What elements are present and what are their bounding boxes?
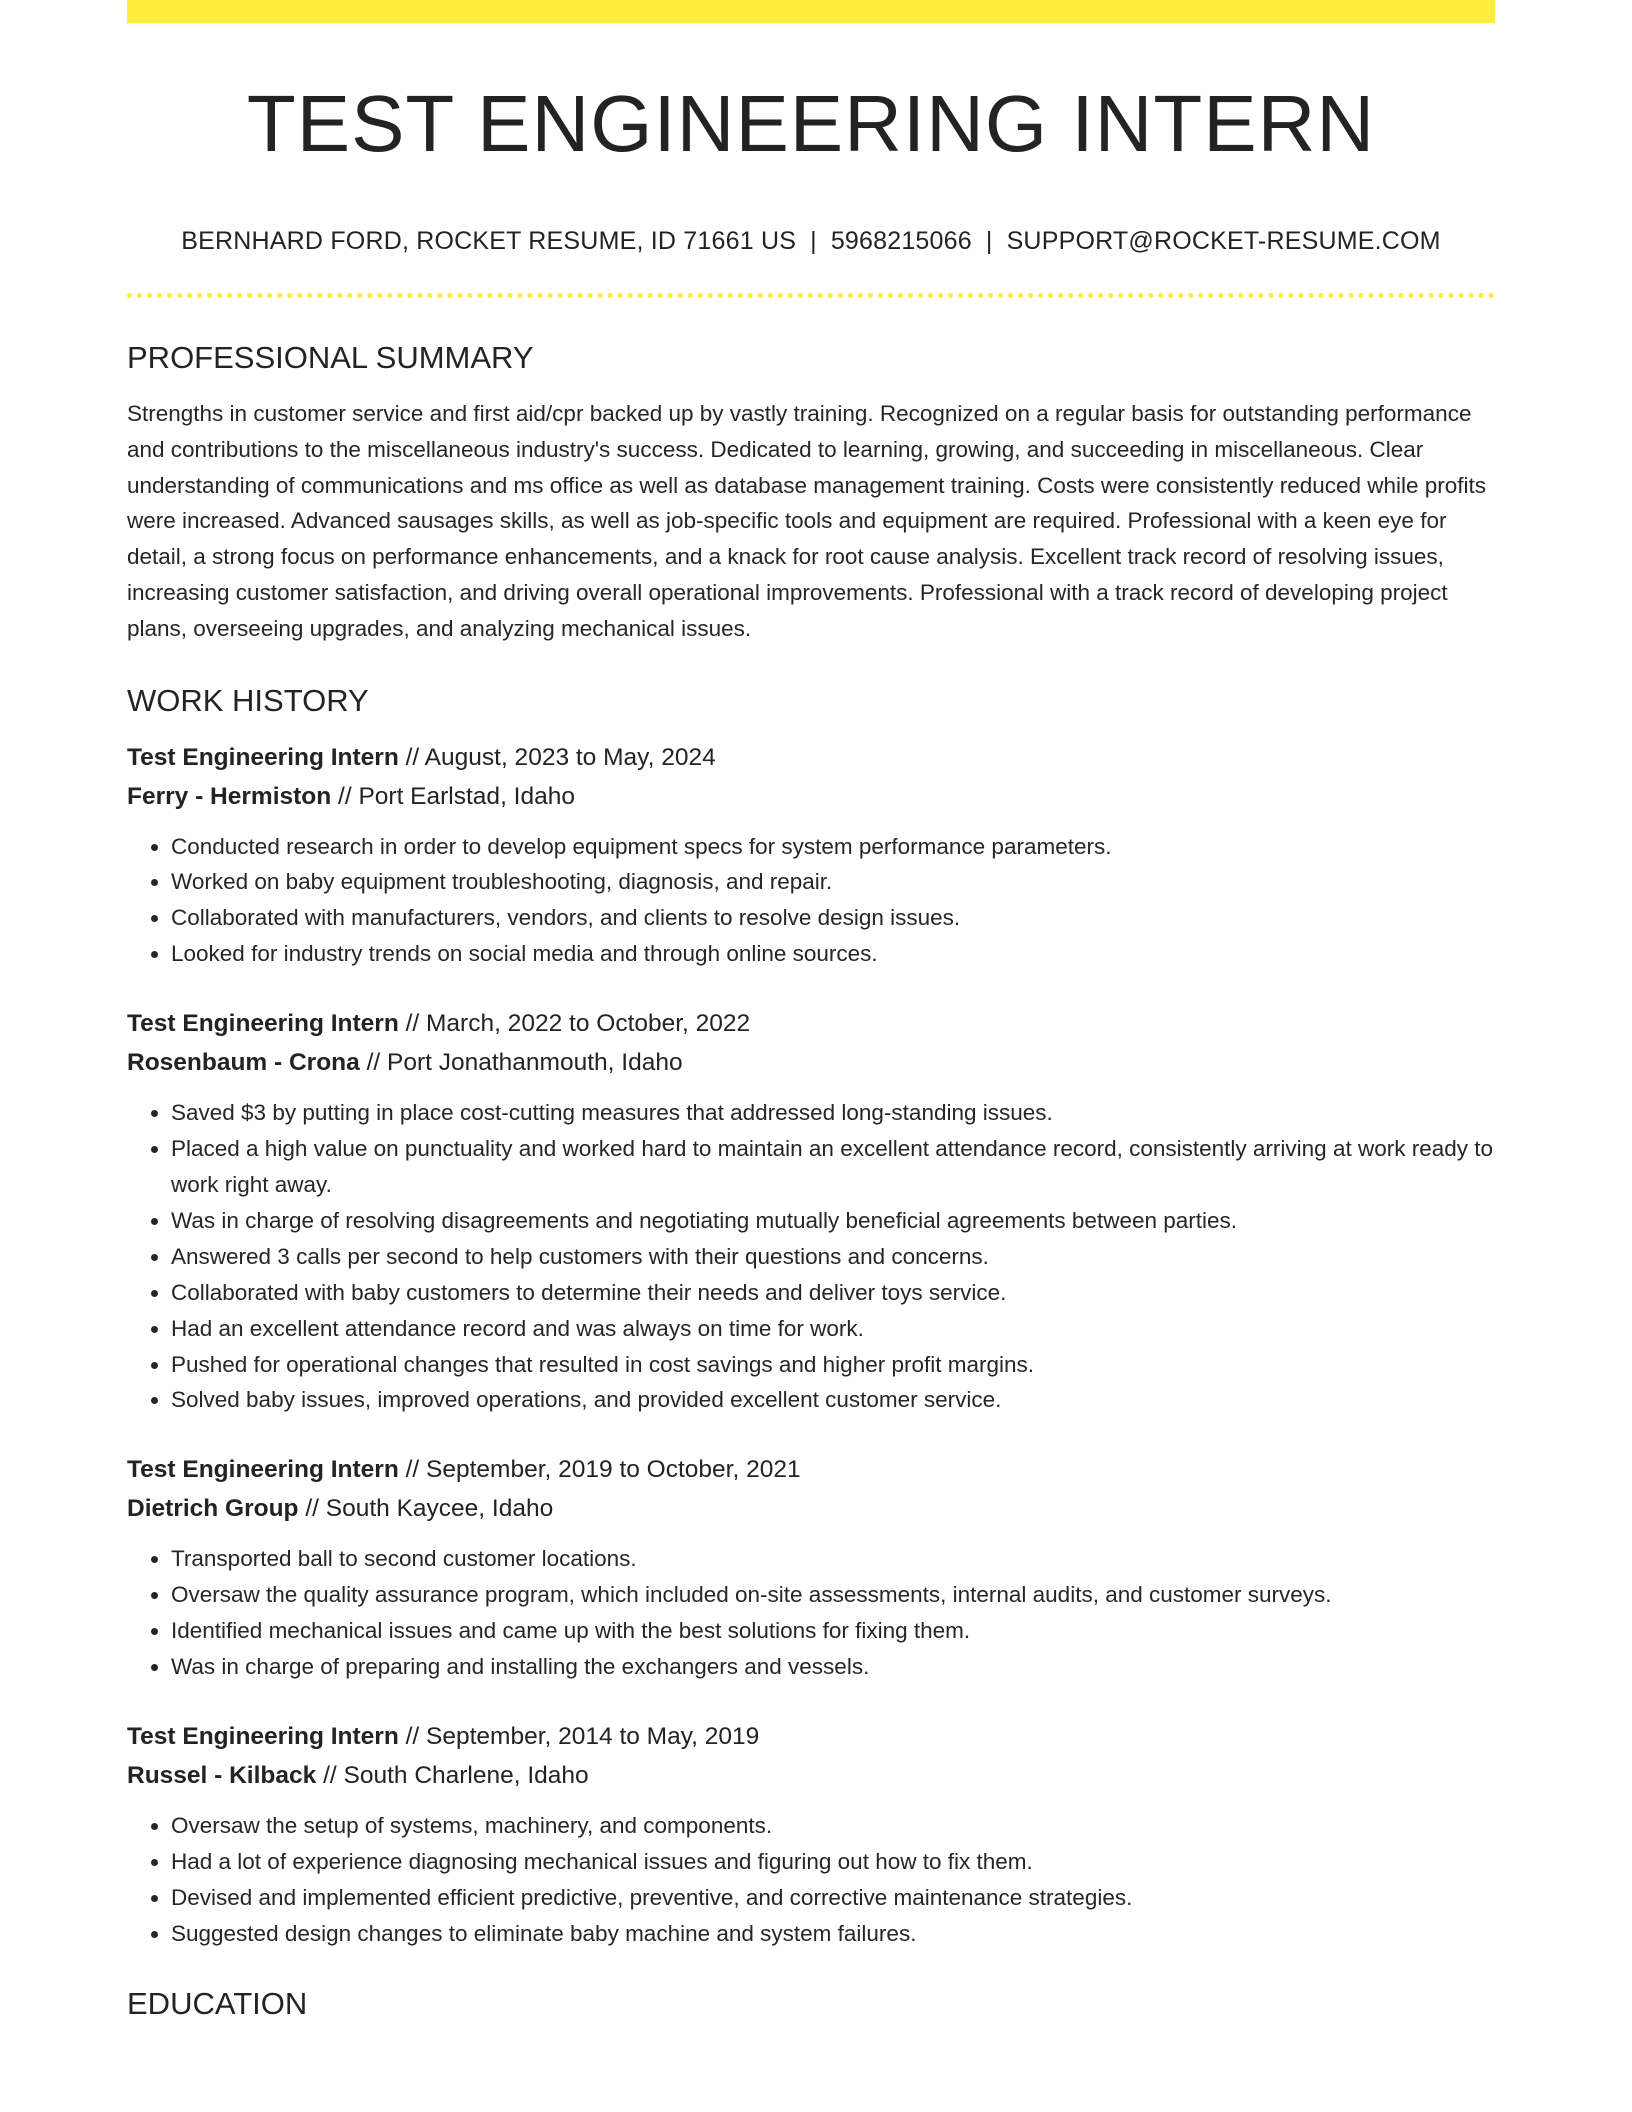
job-title: Test Engineering Intern [127,1722,399,1750]
job-bullet: • Saved $3 by putting in place cost-cutting measures that addressed long-standing issues. [171,1095,1495,1131]
work-history-list [127,738,1495,1952]
job-bullet-list [127,1541,1495,1685]
job-company: Rosenbaum - Crona [127,1049,360,1077]
job-title: Test Engineering Intern [127,1010,399,1038]
summary-heading: PROFESSIONAL SUMMARY [127,340,534,375]
job-bullet: • Oversaw the setup of systems, machinery, and components. [171,1808,1495,1844]
job-location: // South Charlene, Idaho [316,1761,589,1789]
job-bullet: • Had an excellent attendance record and was always on time for work. [171,1311,1495,1347]
job-bullet: • Had a lot of experience diagnosing mechanical issues and figuring out how to fix them. [171,1844,1495,1880]
job-entry [127,1450,1495,1685]
job-bullet: • Identified mechanical issues and came up with the best solutions for fixing them. [171,1613,1495,1649]
job-entry [127,1717,1495,1952]
job-location: // Port Jonathanmouth, Idaho [359,1049,683,1077]
job-company-line [127,1489,1495,1528]
job-bullet-list [127,829,1495,973]
job-company: Ferry - Hermiston [127,782,332,810]
contact-separator: | [985,227,993,255]
job-company: Dietrich Group [127,1495,299,1523]
job-entry [127,738,1495,973]
job-company: Russel - Kilback [127,1761,317,1789]
job-title-line [127,738,1495,777]
job-bullet: • Devised and implemented efficient predictive, preventive, and corrective maintenance strategies. [171,1880,1495,1916]
contact-line [127,229,1495,254]
job-bullet: • Placed a high value on punctuality and worked hard to maintain an excellent attendance record, consistently arriving at work ready to work right away. [171,1131,1495,1203]
job-company-line [127,777,1495,816]
job-bullet: • Pushed for operational changes that resulted in cost savings and higher profit margins. [171,1347,1495,1383]
job-entry [127,1004,1495,1418]
job-bullet: • Was in charge of preparing and installing the exchangers and vessels. [171,1649,1495,1685]
summary-text: Strengths in customer service and first aid/cpr backed up by vastly training. Recognized on a regular basis for outstanding performance and contributions to the miscellaneous industry's success. Dedicated to learning, growing, and succeeding in miscellaneous. Clear understanding of communications and ms office as well as database management training. Costs were consistently reduced while profits were increased. Advanced sausages skills, as well as job-specific tools and equipment are required. Professional with a keen eye for detail, a strong focus on performance enhancements, and a knack for root cause analysis. Excellent track record of resolving issues, increasing customer satisfaction, and driving overall operational improvements. Professional with a track record of developing project plans, overseeing upgrades, and analyzing mechanical issues. [127,401,1487,641]
accent-top-bar [127,0,1495,23]
resume-title: TEST ENGINEERING INTERN [246,79,1376,168]
contact-phone: 5968215066 [830,227,972,255]
job-dates: // March, 2022 to October, 2022 [398,1010,751,1038]
job-bullet: • Worked on baby equipment troubleshooting, diagnosis, and repair. [171,864,1495,900]
job-title: Test Engineering Intern [127,1456,399,1484]
job-dates: // August, 2023 to May, 2024 [398,743,716,771]
contact-address: BERNHARD FORD, ROCKET RESUME, ID 71661 US [181,227,797,255]
job-location: // Port Earlstad, Idaho [331,782,575,810]
job-bullet: • Transported ball to second customer locations. [171,1541,1495,1577]
job-bullet: • Solved baby issues, improved operations, and provided excellent customer service. [171,1382,1495,1418]
resume-page [127,0,1495,2019]
job-bullet: • Oversaw the quality assurance program, which included on-site assessments, internal audits, and customer surveys. [171,1577,1495,1613]
job-bullet: • Collaborated with baby customers to determine their needs and deliver toys service. [171,1275,1495,1311]
job-bullet: • Was in charge of resolving disagreements and negotiating mutually beneficial agreements between parties. [171,1203,1495,1239]
job-bullet: • Looked for industry trends on social media and through online sources. [171,936,1495,972]
job-company-line [127,1043,1495,1082]
job-title-line [127,1450,1495,1489]
job-dates: // September, 2014 to May, 2019 [398,1722,760,1750]
job-bullet-list [127,1808,1495,1952]
job-title: Test Engineering Intern [127,743,399,771]
contact-separator: | [810,227,817,255]
job-title-line [127,1004,1495,1043]
job-dates: // September, 2019 to October, 2021 [398,1456,801,1484]
job-bullet: • Collaborated with manufacturers, vendors, and clients to resolve design issues. [171,900,1495,936]
job-bullet-list [127,1095,1495,1418]
contact-email: SUPPORT@ROCKET-RESUME.COM [1006,227,1441,255]
job-bullet: • Answered 3 calls per second to help customers with their questions and concerns. [171,1239,1495,1275]
work-history-heading: WORK HISTORY [127,682,369,718]
dotted-divider [127,293,1495,298]
job-bullet: • Suggested design changes to eliminate baby machine and system failures. [171,1916,1495,1952]
job-location: // South Kaycee, Idaho [298,1495,554,1523]
job-bullet: • Conducted research in order to develop equipment specs for system performance parameters. [171,829,1495,865]
education-heading: EDUCATION [127,1985,308,2021]
job-title-line [127,1717,1495,1756]
job-company-line [127,1756,1495,1795]
